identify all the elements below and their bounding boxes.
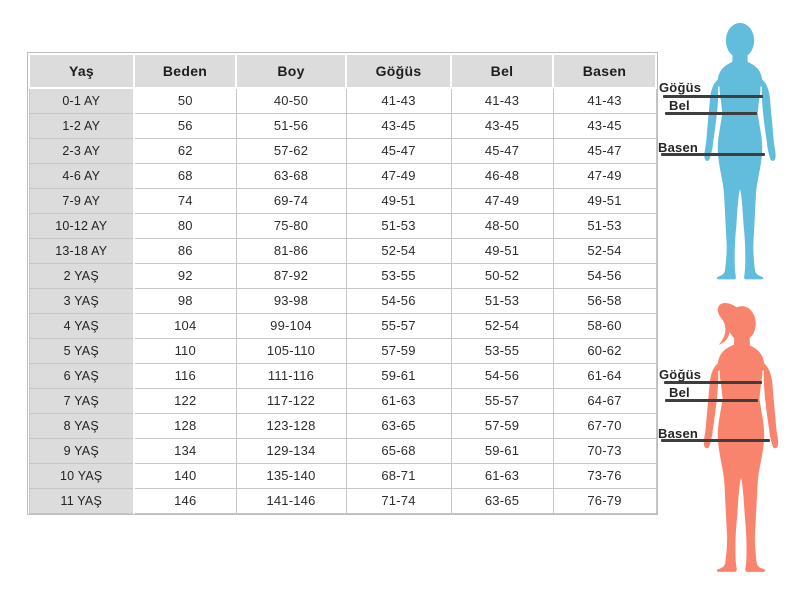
table-row (29, 413, 656, 438)
chest-label-top: Göğüs (659, 80, 702, 95)
value-cell: 54-56 (553, 263, 656, 288)
table-header (29, 54, 656, 88)
value-cell: 40-50 (236, 88, 346, 113)
value-cell: 56-58 (553, 288, 656, 313)
column-header: Yaş (29, 54, 134, 88)
value-cell: 61-64 (553, 363, 656, 388)
value-cell: 62 (134, 138, 236, 163)
value-cell: 61-63 (346, 388, 451, 413)
table-row (29, 338, 656, 363)
value-cell: 75-80 (236, 213, 346, 238)
value-cell: 47-49 (346, 163, 451, 188)
value-cell: 74 (134, 188, 236, 213)
value-cell: 45-47 (451, 138, 553, 163)
table-row (29, 163, 656, 188)
table-row (29, 288, 656, 313)
chest-label-bottom: Göğüs (659, 367, 702, 382)
value-cell: 93-98 (236, 288, 346, 313)
age-cell: 13-18 AY (29, 238, 134, 263)
value-cell: 49-51 (451, 238, 553, 263)
size-chart-table (28, 53, 657, 514)
value-cell: 128 (134, 413, 236, 438)
value-cell: 43-45 (553, 113, 656, 138)
value-cell: 54-56 (346, 288, 451, 313)
value-cell: 92 (134, 263, 236, 288)
value-cell: 71-74 (346, 488, 451, 513)
value-cell: 76-79 (553, 488, 656, 513)
value-cell: 69-74 (236, 188, 346, 213)
age-cell: 7-9 AY (29, 188, 134, 213)
girl-body-shape (704, 303, 778, 572)
age-cell: 3 YAŞ (29, 288, 134, 313)
value-cell: 104 (134, 313, 236, 338)
value-cell: 55-57 (451, 388, 553, 413)
value-cell: 51-53 (553, 213, 656, 238)
value-cell: 63-68 (236, 163, 346, 188)
age-cell: 10-12 AY (29, 213, 134, 238)
value-cell: 68 (134, 163, 236, 188)
age-cell: 8 YAŞ (29, 413, 134, 438)
value-cell: 58-60 (553, 313, 656, 338)
column-header: Boy (236, 54, 346, 88)
value-cell: 86 (134, 238, 236, 263)
value-cell: 52-54 (553, 238, 656, 263)
value-cell: 65-68 (346, 438, 451, 463)
value-cell: 45-47 (346, 138, 451, 163)
table-row (29, 138, 656, 163)
age-cell: 10 YAŞ (29, 463, 134, 488)
child-body-shape (704, 23, 775, 280)
hip-label-top: Basen (658, 140, 699, 155)
value-cell: 61-63 (451, 463, 553, 488)
age-cell: 2-3 AY (29, 138, 134, 163)
table-row (29, 213, 656, 238)
age-cell: 5 YAŞ (29, 338, 134, 363)
value-cell: 80 (134, 213, 236, 238)
column-header: Göğüs (346, 54, 451, 88)
child-silhouette (694, 8, 786, 296)
value-cell: 122 (134, 388, 236, 413)
table-row (29, 238, 656, 263)
value-cell: 57-59 (451, 413, 553, 438)
value-cell: 51-56 (236, 113, 346, 138)
value-cell: 116 (134, 363, 236, 388)
value-cell: 46-48 (451, 163, 553, 188)
value-cell: 43-45 (451, 113, 553, 138)
value-cell: 81-86 (236, 238, 346, 263)
age-cell: 11 YAŞ (29, 488, 134, 513)
value-cell: 50-52 (451, 263, 553, 288)
column-header: Bel (451, 54, 553, 88)
column-header: Basen (553, 54, 656, 88)
table-row (29, 463, 656, 488)
value-cell: 52-54 (451, 313, 553, 338)
value-cell: 56 (134, 113, 236, 138)
value-cell: 99-104 (236, 313, 346, 338)
value-cell: 43-45 (346, 113, 451, 138)
table-row (29, 313, 656, 338)
waist-label-bottom: Bel (669, 385, 690, 400)
age-cell: 9 YAŞ (29, 438, 134, 463)
value-cell: 73-76 (553, 463, 656, 488)
value-cell: 57-62 (236, 138, 346, 163)
value-cell: 59-61 (346, 363, 451, 388)
value-cell: 45-47 (553, 138, 656, 163)
age-cell: 0-1 AY (29, 88, 134, 113)
value-cell: 105-110 (236, 338, 346, 363)
value-cell: 59-61 (451, 438, 553, 463)
value-cell: 51-53 (451, 288, 553, 313)
value-cell: 53-55 (346, 263, 451, 288)
value-cell: 67-70 (553, 413, 656, 438)
value-cell: 49-51 (346, 188, 451, 213)
value-cell: 63-65 (451, 488, 553, 513)
value-cell: 54-56 (451, 363, 553, 388)
value-cell: 41-43 (346, 88, 451, 113)
value-cell: 146 (134, 488, 236, 513)
age-cell: 1-2 AY (29, 113, 134, 138)
value-cell: 141-146 (236, 488, 346, 513)
table-row (29, 263, 656, 288)
table-row (29, 363, 656, 388)
hip-label-bottom: Basen (658, 426, 699, 441)
value-cell: 48-50 (451, 213, 553, 238)
value-cell: 47-49 (451, 188, 553, 213)
value-cell: 117-122 (236, 388, 346, 413)
value-cell: 51-53 (346, 213, 451, 238)
age-cell: 4 YAŞ (29, 313, 134, 338)
value-cell: 64-67 (553, 388, 656, 413)
value-cell: 49-51 (553, 188, 656, 213)
table-row (29, 438, 656, 463)
value-cell: 47-49 (553, 163, 656, 188)
value-cell: 111-116 (236, 363, 346, 388)
value-cell: 55-57 (346, 313, 451, 338)
table-row (29, 88, 656, 113)
table-row (29, 188, 656, 213)
value-cell: 50 (134, 88, 236, 113)
value-cell: 70-73 (553, 438, 656, 463)
age-cell: 7 YAŞ (29, 388, 134, 413)
table-row (29, 388, 656, 413)
value-cell: 53-55 (451, 338, 553, 363)
age-cell: 2 YAŞ (29, 263, 134, 288)
value-cell: 63-65 (346, 413, 451, 438)
value-cell: 52-54 (346, 238, 451, 263)
value-cell: 41-43 (451, 88, 553, 113)
table-row (29, 113, 656, 138)
value-cell: 60-62 (553, 338, 656, 363)
waist-label-top: Bel (669, 98, 690, 113)
value-cell: 135-140 (236, 463, 346, 488)
value-cell: 134 (134, 438, 236, 463)
value-cell: 87-92 (236, 263, 346, 288)
value-cell: 57-59 (346, 338, 451, 363)
value-cell: 110 (134, 338, 236, 363)
table-row (29, 488, 656, 513)
age-cell: 6 YAŞ (29, 363, 134, 388)
value-cell: 123-128 (236, 413, 346, 438)
value-cell: 98 (134, 288, 236, 313)
value-cell: 41-43 (553, 88, 656, 113)
value-cell: 129-134 (236, 438, 346, 463)
column-header: Beden (134, 54, 236, 88)
value-cell: 140 (134, 463, 236, 488)
value-cell: 68-71 (346, 463, 451, 488)
age-cell: 4-6 AY (29, 163, 134, 188)
